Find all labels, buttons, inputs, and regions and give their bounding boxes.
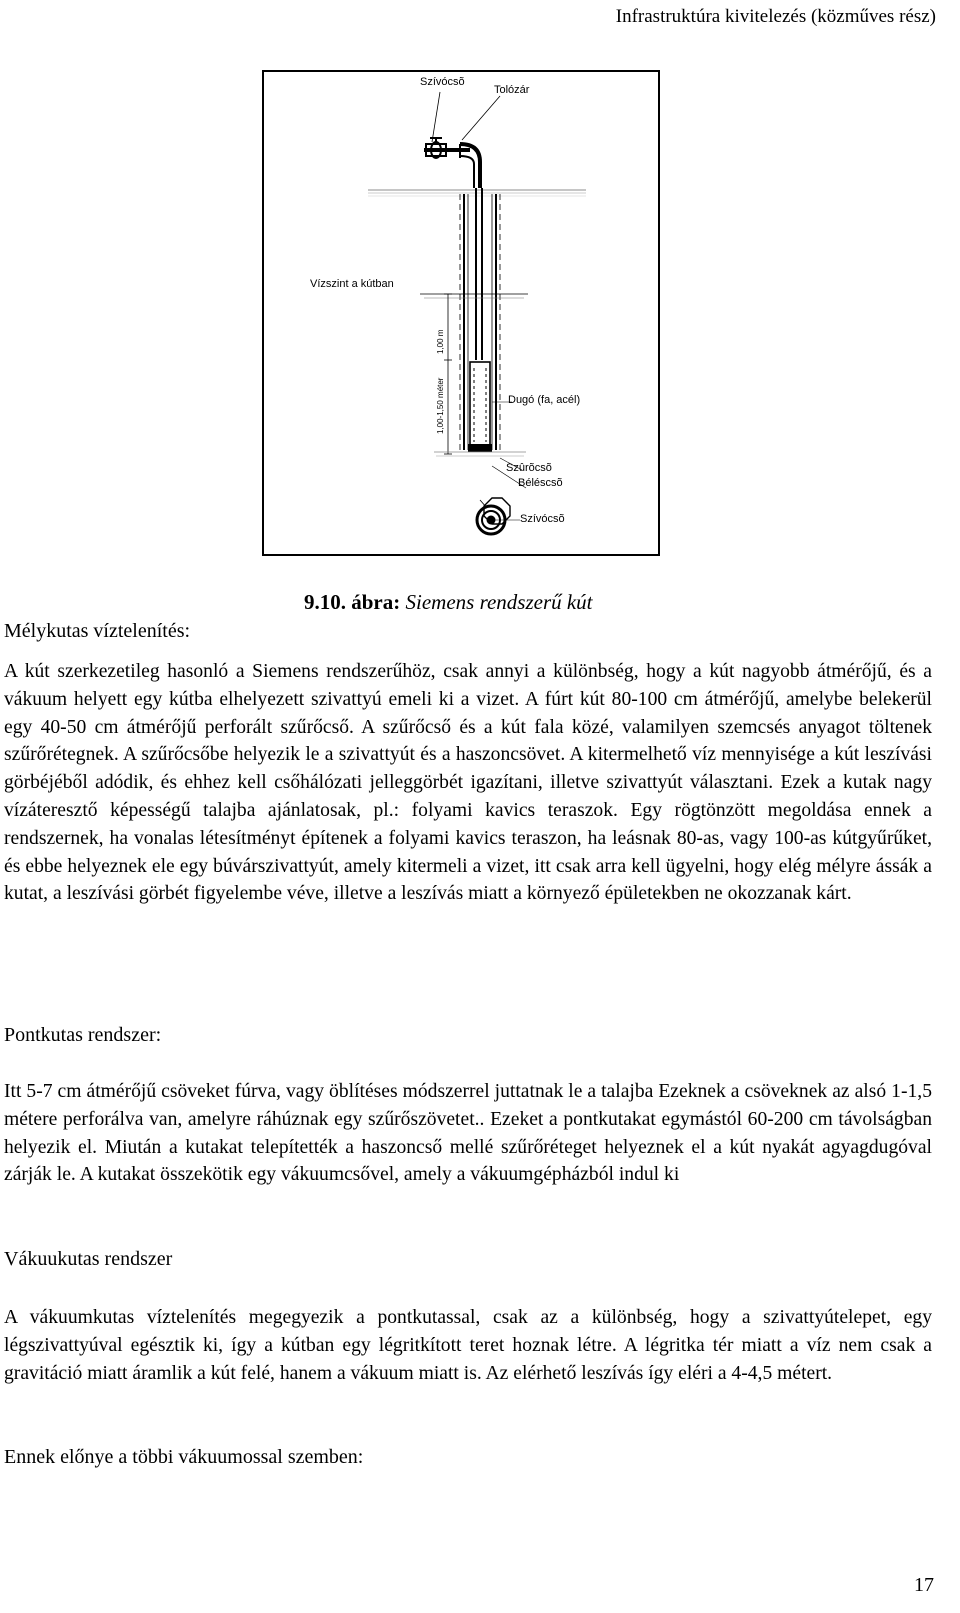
suction-pipe (476, 188, 482, 360)
heading-melykutas: Mélykutas víztelenítés: (4, 620, 191, 642)
label-tolozar: Tolózár (494, 84, 530, 96)
plug (468, 444, 492, 452)
label-dim-bottom: 1,00-1,50 méter (436, 377, 445, 434)
heading-vakuukutas: Vákuukutas rendszer (4, 1248, 173, 1270)
page-number: 17 (914, 1574, 934, 1596)
label-szurocso: Szûrõcsõ (506, 462, 552, 474)
water-level (420, 294, 528, 298)
paragraph-vakuukutas: A vákuumkutas víztelenítés megegyezik a pontkutassal, csak az a különbség, hogy a szivattyútelepet, egy légszivattyúval egésztik ki, így a kútban egy légritkított teret hoznak létre. A légritka tér miatt a víz nem csak a gravitáció miatt áramlik a kút felé, hanem a vákuum miatt is. Az elérhető leszívás így eléri a 4-4,5 métert. (4, 1307, 932, 1384)
well-diagram (264, 72, 658, 554)
caption-title: Siemens rendszerű kút (405, 590, 593, 614)
label-szivocso-bottom: Szívócsõ (520, 513, 565, 525)
label-dugo: Dugó (fa, acél) (508, 394, 581, 406)
cross-section (477, 498, 510, 534)
filter-pipe (470, 362, 490, 446)
label-szivocso-top: Szívócsõ (420, 76, 465, 88)
heading-elonye: Ennek előnye a többi vákuumossal szemben: (4, 1446, 364, 1468)
running-header: Infrastruktúra kivitelezés (közműves rész) (615, 6, 936, 27)
figure-siemens-well (262, 70, 660, 556)
label-belescso: Béléscsõ (518, 477, 563, 489)
label-dim-top: 1,00 m (436, 329, 445, 354)
heading-pontkutas: Pontkutas rendszer: (4, 1024, 162, 1046)
figure-caption (304, 590, 593, 615)
paragraph-melykutas: A kút szerkezetileg hasonló a Siemens rendszerűhöz, csak annyi a különbség, hogy a kút nagyobb átmérőjű, és a vákuum helyett egy kútba elhelyezett szivattyú emeli ki a vizet. A fúrt kút 80-100 cm átmérőjű, amelybe belekerül egy 40-50 cm átmérőjű perforált szűrőcső. A szűrőcső és a kút fala közé, valamilyen szemcsés anyagot töltenek szűrőrétegnek. A szűrőcsőbe helyezik le a szivattyút és a haszoncsövet. A kitermelhető víz mennyisége a kút leszívási görbéjéből adódik, és ehhez kell csőhálózati jelleggörbét igazítani, illetve szivattyút választani. Ezek a kutak nagy vízáteresztő képességű talajba ajánlatosak, pl.: folyami kavics teraszok. Egy rögtönzött megoldása ennek a rendszernek, ha vonalas létesítményt építenek a folyami kavics teraszon, ha leásnak 80-as, vagy 100-as kútgyűrűket, és ebbe helyeznek ele egy búvárszivattyút, amely kitermeli a vizet, itt csak arra kell ügyelni, hogy elég mélyre ássák a kutat, a leszívási görbét figyelembe véve, illetve a leszívás miatt a környező épületekben ne okozzanak kárt. (4, 661, 932, 905)
dimension-line (444, 294, 452, 454)
leader-szivocso (432, 92, 440, 142)
label-vizszint: Vízszint a kútban (310, 278, 394, 290)
leader-tolozar (462, 96, 500, 140)
paragraph-pontkutas: Itt 5-7 cm átmérőjű csöveket fúrva, vagy öblítéses módszerrel juttatnak le a talajba Ezeknek a csöveknek az alsó 1-1,5 métere perforálva van, amelyre ráhúznak egy szűrőszövetet.. Ezeket a pontkutakat egymástól 60-200 cm távolságban helyezik el. Miután a kutakat telepítették a haszoncső mellé szűrőréteget helyeznek el a kút nyakát agyagdugóval zárják le. A kutakat összekötik egy vákuumcsővel, amely a vákuumgépházból indul ki (4, 1081, 932, 1186)
caption-number: 9.10. ábra: (304, 590, 401, 614)
valve-assembly (424, 138, 480, 188)
casing-pipe (460, 194, 500, 454)
